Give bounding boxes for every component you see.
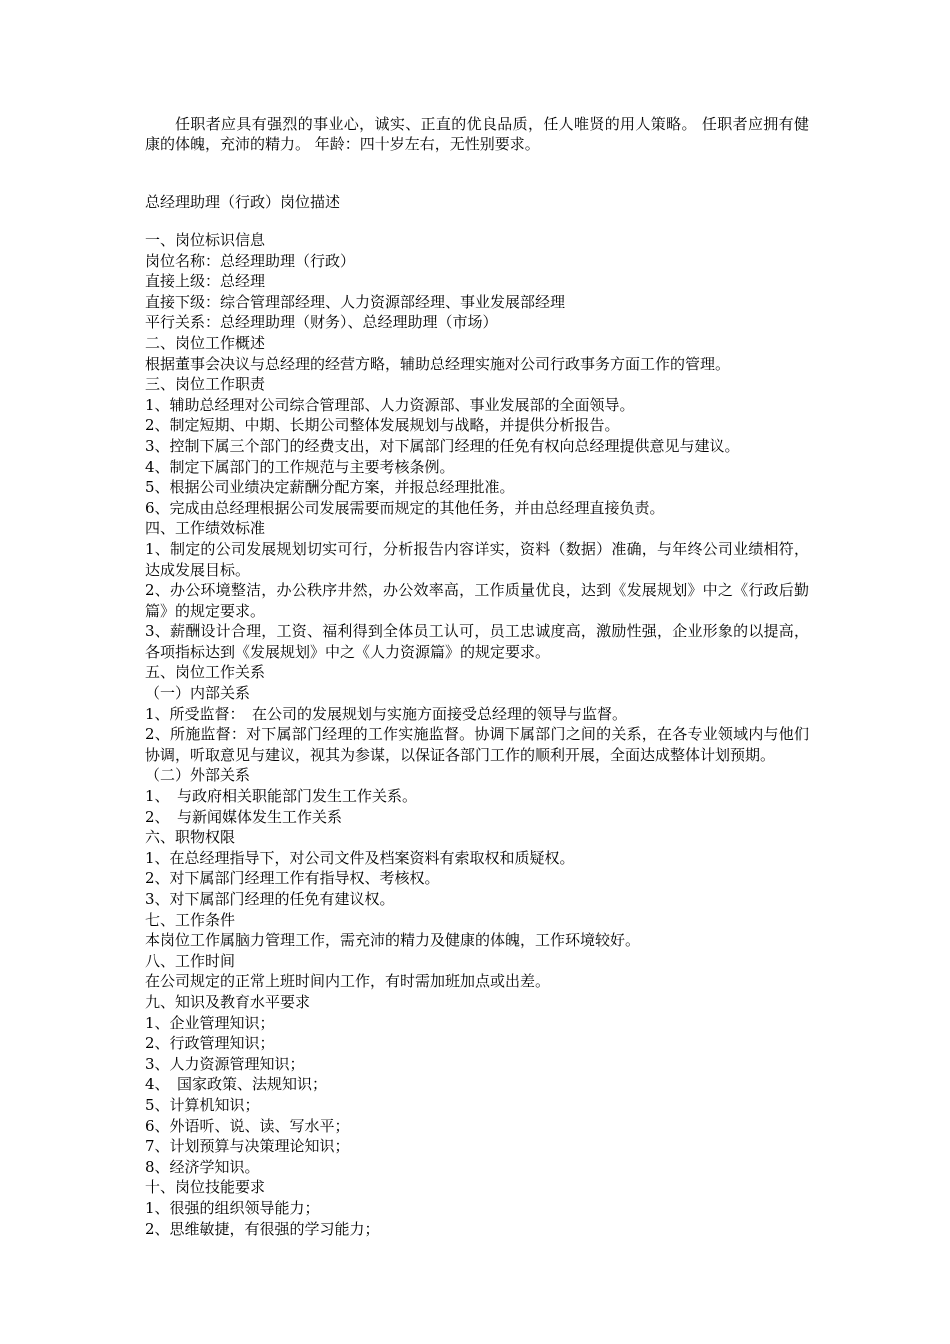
text-line: 八、工作时间 (145, 951, 236, 970)
text-line: 九、知识及教育水平要求 (145, 992, 311, 1011)
text-line: 6、完成由总经理根据公司发展需要而规定的其他任务，并由总经理直接负责。 (145, 498, 665, 517)
text-line: 七、工作条件 (145, 910, 236, 929)
text-line: 3、薪酬设计合理，工资、福利得到全体员工认可，员工忠诚度高，激励性强，企业形象的以提高，各项指标达到《发展规划》中之《人力资源篇》的规定要求。 (145, 622, 809, 661)
text-line: 1、 与政府相关职能部门发生工作关系。 (145, 787, 418, 806)
text-line: 1、所受监督： 在公司的发展规划与实施方面接受总经理的领导与监督。 (145, 704, 628, 723)
text-line: 2、所施监督：对下属部门经理的工作实施监督。协调下属部门之间的关系，在各专业领域内与他们协调，听取意见与建议，视其为参谋，以保证各部门工作的顺利开展，全面达成整体计划预期。 (145, 725, 809, 764)
text-line: 2、制定短期、中期、长期公司整体发展规划与战略，并提供分析报告。 (145, 416, 620, 435)
text-line: 5、根据公司业绩决定薪酬分配方案，并报总经理批准。 (145, 478, 515, 497)
text-line: 3、对下属部门经理的任免有建议权。 (145, 890, 395, 908)
text-line: （一）内部关系 (145, 684, 251, 703)
text-line: 1、在总经理指导下，对公司文件及档案资料有索取权和质疑权。 (145, 848, 575, 867)
text-line: 在公司规定的正常上班时间内工作，有时需加班加点或出差。 (145, 972, 551, 991)
text-line: 1、企业管理知识； (145, 1013, 275, 1032)
text-line: 直接下级：综合管理部经理、人力资源部经理、事业发展部经理 (145, 292, 566, 311)
text-line: 二、岗位工作概述 (145, 333, 266, 352)
text-line: 3、控制下属三个部门的经费支出，对下属部门经理的任免有权向总经理提供意见与建议。 (145, 436, 740, 455)
text-line: 7、计划预算与决策理论知识； (145, 1137, 350, 1156)
text-line: 1、制定的公司发展规划切实可行，分析报告内容详实，资料（数据）准确，与年终公司业绩相符，达成发展目标。 (145, 539, 809, 579)
text-line: 2、对下属部门经理工作有指导权、考核权。 (145, 869, 440, 888)
text-line: 根据董事会决议与总经理的经营方略，辅助总经理实施对公司行政事务方面工作的管理。 (145, 354, 731, 373)
text-line: 4、制定下属部门的工作规范与主要考核条例。 (145, 457, 455, 476)
text-line: 2、 与新闻媒体发生工作关系 (145, 807, 343, 826)
document-body (145, 230, 809, 1239)
text-line: （二）外部关系 (145, 766, 251, 785)
text-line: 三、岗位工作职责 (145, 375, 266, 394)
document-page (145, 114, 809, 1238)
text-line: 2、思维敏捷，有很强的学习能力； (145, 1219, 380, 1238)
text-line: 1、很强的组织领导能力； (145, 1198, 320, 1217)
text-line: 五、岗位工作关系 (145, 663, 266, 682)
text-line: 6、外语听、说、读、写水平； (145, 1116, 350, 1135)
text-line: 本岗位工作属脑力管理工作，需充沛的精力及健康的体魄，工作环境较好。 (145, 931, 641, 950)
text-line: 一、岗位标识信息 (145, 231, 266, 249)
text-line: 直接上级：总经理 (145, 272, 266, 291)
text-line: 1、辅助总经理对公司综合管理部、人力资源部、事业发展部的全面领导。 (145, 395, 635, 414)
text-line: 平行关系：总经理助理（财务）、总经理助理（市场） (145, 313, 498, 332)
text-line: 四、工作绩效标准 (145, 519, 266, 538)
document-title: 总经理助理（行政）岗位描述 (145, 193, 341, 211)
text-line: 六、职物权限 (145, 828, 236, 847)
text-line: 3、人力资源管理知识； (145, 1054, 305, 1073)
intro-paragraph: 任职者应具有强烈的事业心，诚实、正直的优良品质，任人唯贤的用人策略。 任职者应拥有健康的体魄，充沛的精力。 年龄：四十岁左右，无性别要求。 (145, 115, 809, 153)
text-line: 2、办公环境整洁，办公秩序井然，办公效率高，工作质量优良，达到《发展规划》中之《行政后勤篇》的规定要求。 (145, 581, 809, 620)
text-line: 岗位名称：总经理助理（行政） (145, 251, 356, 270)
text-line: 十、岗位技能要求 (145, 1178, 266, 1197)
text-line: 2、行政管理知识； (145, 1034, 275, 1053)
text-line: 5、计算机知识； (145, 1095, 260, 1114)
text-line: 4、 国家政策、法规知识； (145, 1075, 328, 1094)
text-line: 8、经济学知识。 (145, 1157, 260, 1176)
